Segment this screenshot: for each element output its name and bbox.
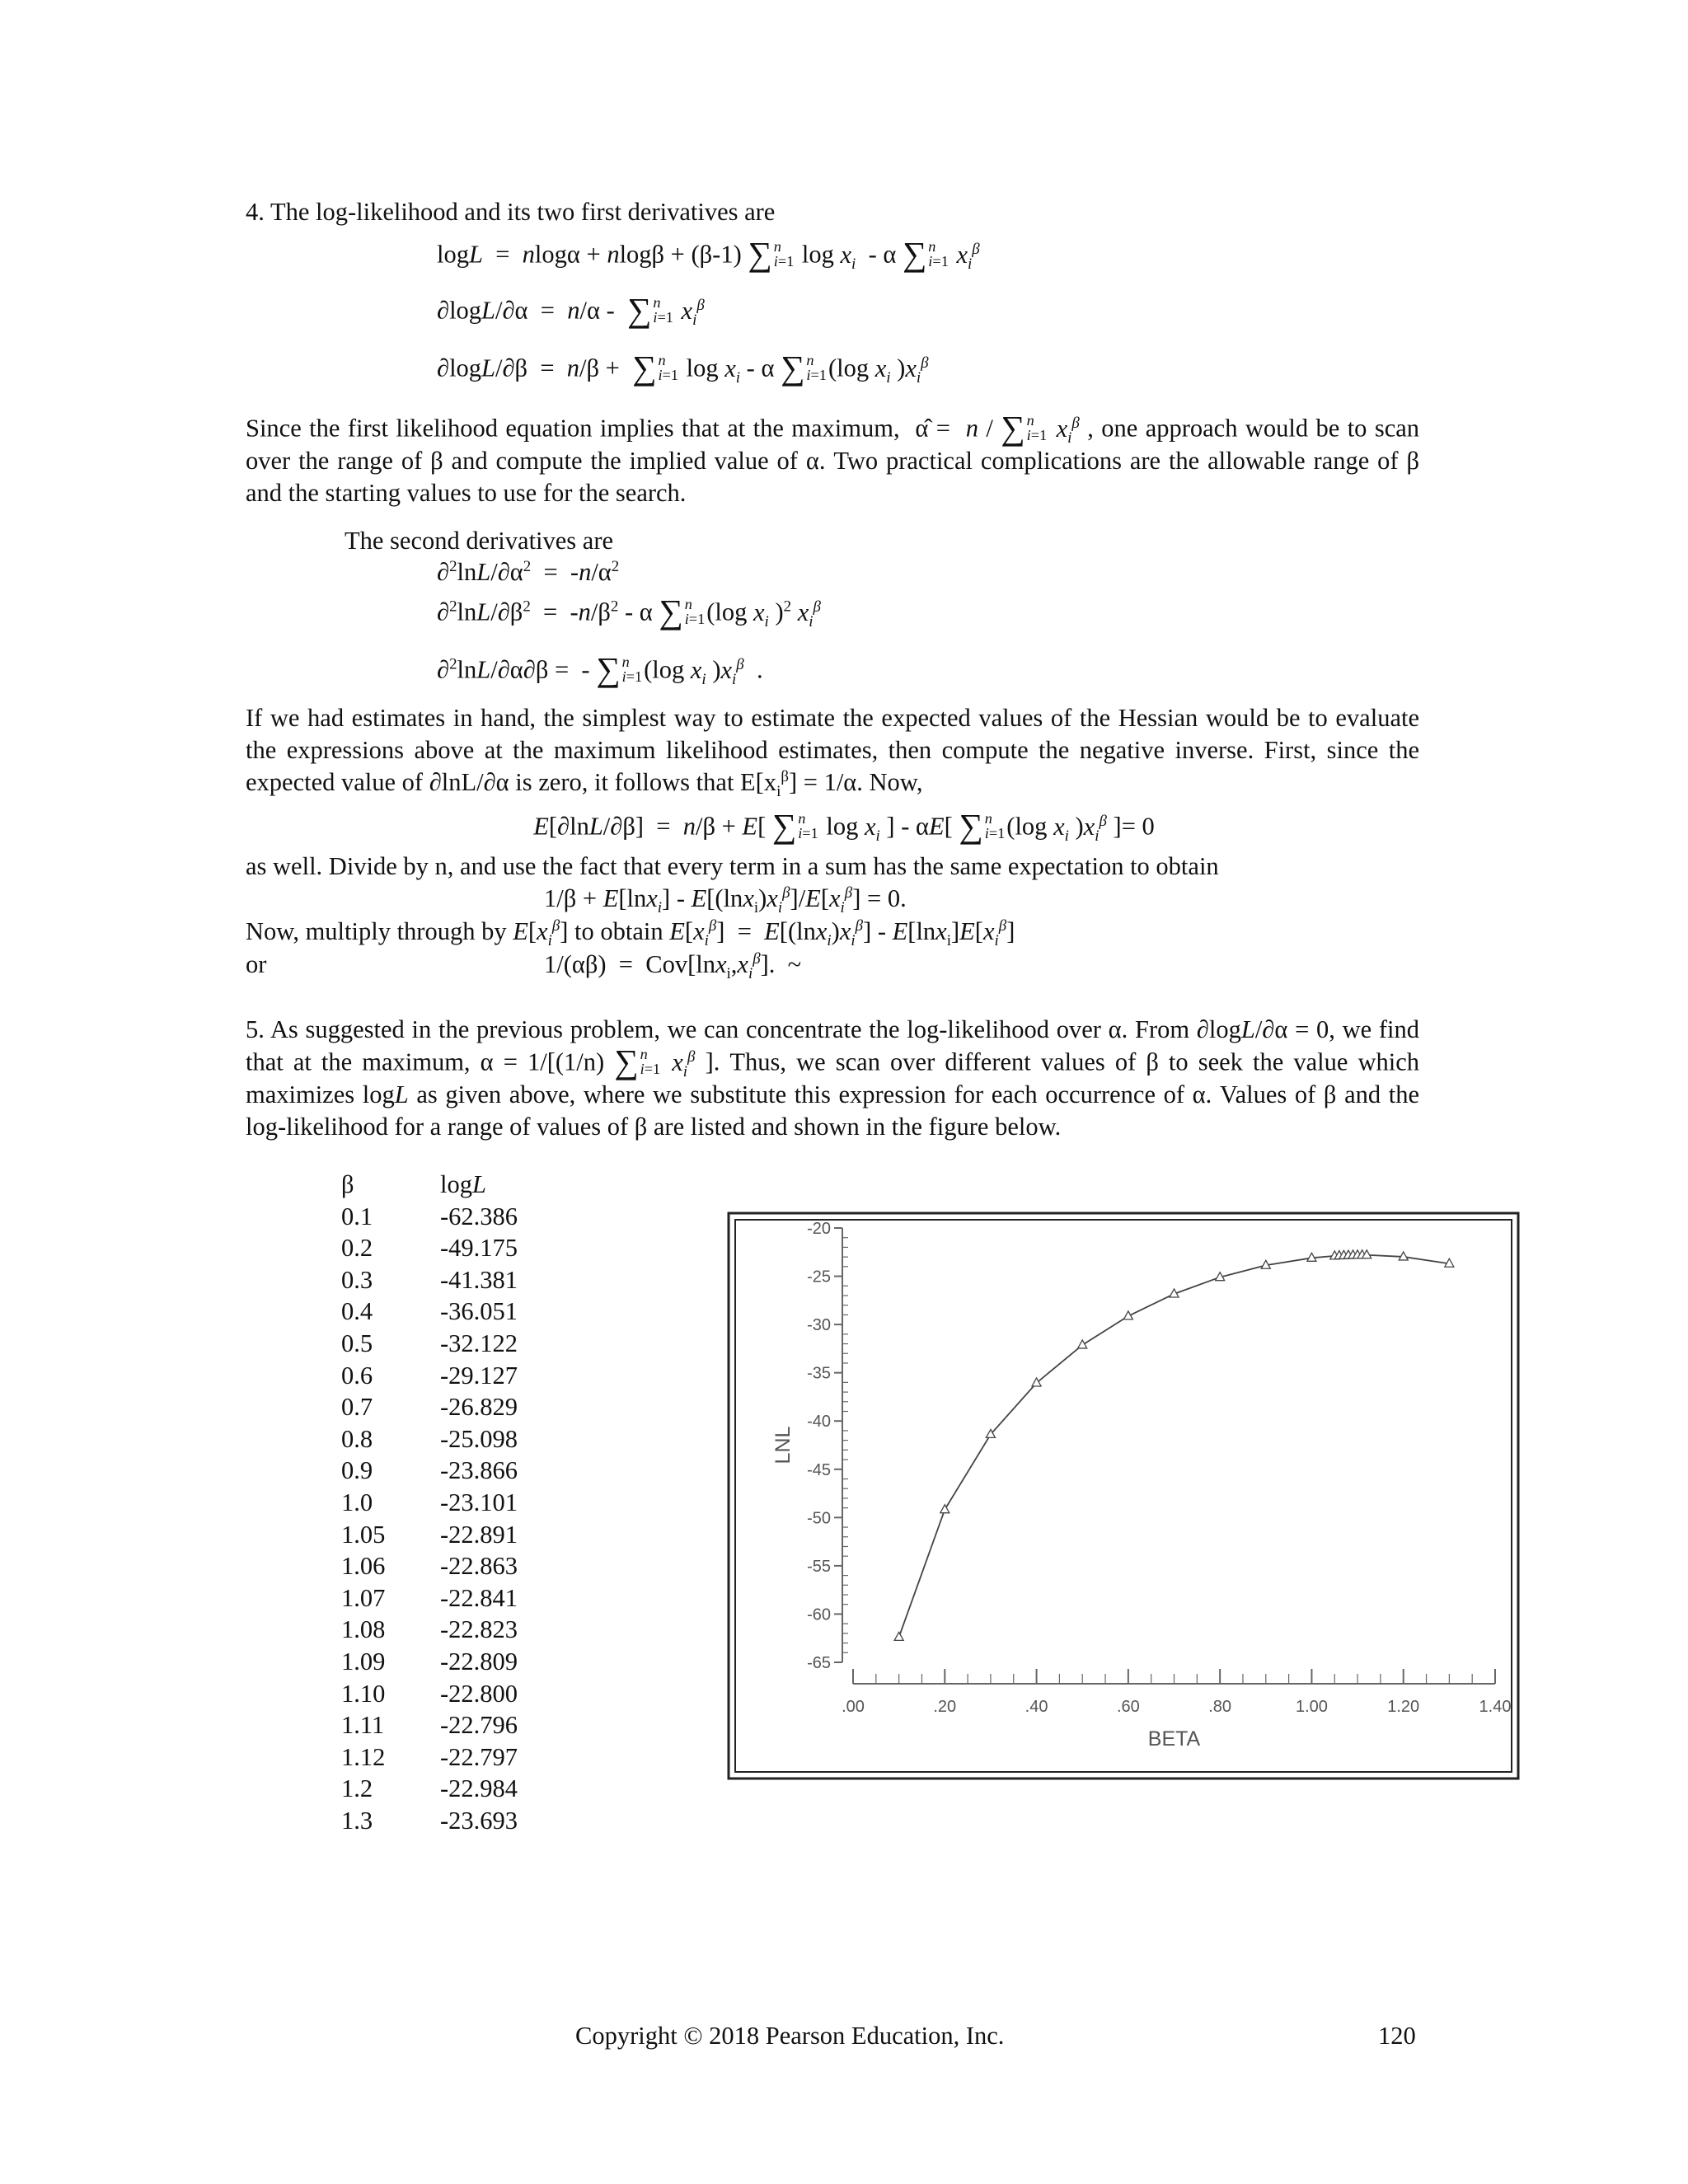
chart-svg <box>727 1212 1520 1780</box>
table-cell-logl: -22.891 <box>440 1520 518 1549</box>
chart-y-tick-label: -20 <box>807 1220 831 1238</box>
table-row <box>341 1646 572 1678</box>
table-cell-logl: -22.796 <box>440 1711 518 1740</box>
equation-multiply: Now, multiply through by $E[x_i^\beta]$ to obtain $E[x_i^\beta] = E[(\ln x_i)x_i^\beta] - E[\ln x_i]E[x_i^\beta]$ <box>246 916 1015 950</box>
table-cell-beta: 1.09 <box>341 1647 386 1675</box>
problem-4-intro: 4. The log-likelihood and its two first derivatives are <box>246 198 776 226</box>
second-derivatives-label: The second derivatives are <box>345 527 614 555</box>
chart-x-tick-label: 1.00 <box>1295 1698 1328 1716</box>
equation-divide: $1/\beta + E[\ln x_i] - E[(\ln x_i)x_i^\beta]/E[x_i^\beta] = 0$. <box>544 883 907 917</box>
table-cell-beta: 1.0 <box>341 1488 373 1516</box>
table-cell-logl: -22.823 <box>440 1615 518 1644</box>
table-cell-logl: -23.866 <box>440 1456 518 1485</box>
table-row <box>341 1328 572 1360</box>
table-row <box>341 1741 572 1774</box>
chart-data-point <box>1032 1378 1041 1386</box>
loglikelihood-chart <box>727 1212 1520 1780</box>
equation-dalpha: ∂logL/∂α = n/α - ∑ n i=1 $x_i^\beta$ <box>437 291 705 329</box>
chart-y-tick-label: -35 <box>807 1364 831 1383</box>
chart-y-tick-label: -40 <box>807 1413 831 1432</box>
table-cell-beta: 0.5 <box>341 1329 373 1357</box>
beta-loglikelihood-table <box>341 1169 572 1836</box>
table-cell-beta: 1.3 <box>341 1806 373 1835</box>
table-cell-logl: -49.175 <box>440 1234 518 1263</box>
equation-expected-dbeta: E[∂lnL/∂β] = n/β + E[ ∑ n i=1 $\log x_i$ ] - αE[ ∑ n i=1 (log $x_i$ )$x_i^\beta$ ]= 0 <box>533 807 1155 845</box>
table-cell-logl: -32.122 <box>440 1329 518 1357</box>
chart-data-point <box>894 1632 903 1640</box>
table-cell-logl: -36.051 <box>440 1297 518 1326</box>
problem-4-since: Since the first likelihood equation implies that at the maximum, α̂ = n / ∑ n i=1 $x_i^\beta$ , one approach would be to scan over the range of β and compute the implied value of α. Two practical complications are the allowable range of β and the starting values to use for the search. <box>246 409 1420 507</box>
table-cell-beta: 1.07 <box>341 1583 386 1612</box>
table-row <box>341 1614 572 1646</box>
table-cell-beta: 1.06 <box>341 1552 386 1581</box>
footer-page-number: 120 <box>1378 2022 1416 2050</box>
chart-y-tick-label: -45 <box>807 1460 831 1479</box>
chart-y-tick-label: -30 <box>807 1316 831 1335</box>
table-row <box>341 1391 572 1423</box>
or-label: or <box>246 950 267 978</box>
table-cell-logl: -22.800 <box>440 1679 518 1708</box>
table-cell-logl: -22.797 <box>440 1742 518 1771</box>
table-row <box>341 1455 572 1487</box>
footer-copyright: Copyright © 2018 Pearson Education, Inc. <box>575 2022 1005 2050</box>
table-cell-logl: -23.693 <box>440 1806 518 1835</box>
chart-data-point <box>1078 1340 1087 1348</box>
table-row <box>341 1773 572 1805</box>
table-cell-logl: -41.381 <box>440 1265 518 1294</box>
table-cell-logl: -23.101 <box>440 1488 518 1516</box>
table-cell-logl: -29.127 <box>440 1361 518 1390</box>
equation-d2alphabeta: ∂$^2$lnL/∂α∂β = - ∑ n i=1 (log $x_i$ )$x_i^\beta$ . <box>437 650 763 688</box>
table-cell-logl: -25.098 <box>440 1424 518 1453</box>
chart-x-tick-label: 1.20 <box>1387 1698 1420 1716</box>
table-cell-beta: 0.7 <box>341 1393 373 1422</box>
table-cell-beta: 0.8 <box>341 1424 373 1453</box>
chart-frame-inner <box>735 1220 1512 1772</box>
chart-x-tick-label: .20 <box>933 1698 957 1716</box>
table-cell-beta: 0.9 <box>341 1456 373 1485</box>
chart-data-point <box>940 1505 950 1513</box>
table-cell-beta: 0.2 <box>341 1234 373 1263</box>
table-cell-beta: 1.11 <box>341 1711 385 1740</box>
chart-x-axis-label: BETA <box>1147 1727 1201 1750</box>
chart-x-tick-label: .60 <box>1116 1698 1140 1716</box>
table-cell-logl: -22.809 <box>440 1647 518 1675</box>
table-row <box>341 1232 572 1264</box>
chart-x-tick-label: .00 <box>842 1698 865 1716</box>
table-row <box>341 1296 572 1328</box>
chart-series-line <box>899 1255 1450 1638</box>
chart-y-tick-label: -55 <box>807 1557 831 1576</box>
table-cell-beta: 1.08 <box>341 1615 386 1644</box>
table-cell-logl: -26.829 <box>440 1393 518 1422</box>
table-row <box>341 1805 572 1837</box>
table-cell-beta: 0.3 <box>341 1265 373 1294</box>
table-row <box>341 1487 572 1519</box>
table-cell-logl: -22.984 <box>440 1774 518 1803</box>
chart-x-tick-label: .40 <box>1025 1698 1048 1716</box>
table-row <box>341 1360 572 1392</box>
equation-covariance: $1/(\alpha\beta) = Cov[\ln x_i,x_i^\beta]$. ~ <box>544 949 802 983</box>
table-cell-beta: 1.05 <box>341 1520 386 1549</box>
equation-d2beta: $\partial^2\ln L/\partial\beta^2 = -n/\beta^2 - \alpha$ ∑ n i=1 (log $x_i$ )$^2$ $x_i^\beta$ <box>437 593 821 630</box>
chart-x-tick-label: 1.40 <box>1479 1698 1512 1716</box>
table-row <box>341 1423 572 1455</box>
equation-d2alpha: $\partial^2\ln L/\partial\alpha^2 = -n/\alpha^2$ <box>437 557 620 586</box>
problem-4-as-well: as well. Divide by n, and use the fact that every term in a sum has the same expectation to obtain <box>246 852 1219 880</box>
chart-y-axis-label: LNL <box>771 1426 795 1465</box>
chart-x-tick-label: .80 <box>1208 1698 1232 1716</box>
table-cell-logl: -22.863 <box>440 1552 518 1581</box>
table-row <box>341 1709 572 1741</box>
chart-y-tick-label: -60 <box>807 1605 831 1624</box>
table-row <box>341 1519 572 1551</box>
table-cell-beta: 0.6 <box>341 1361 373 1390</box>
table-cell-beta: 1.10 <box>341 1679 386 1708</box>
table-header-row <box>341 1169 572 1201</box>
problem-4-hessian: If we had estimates in hand, the simplest way to estimate the expected values of the Hessian would be to evaluate the expressions above at the maximum likelihood estimates, then compute the negative inverse. First, since the expected value of ∂lnL/∂α is zero, it follows that $E[x_i^\beta] = 1/\alpha$. Now, <box>246 704 1419 801</box>
table-row <box>341 1264 572 1296</box>
table-cell-beta: 0.4 <box>341 1297 373 1326</box>
table-row <box>341 1582 572 1615</box>
chart-y-tick-label: -25 <box>807 1268 831 1286</box>
table-cell-beta: 1.2 <box>341 1774 373 1803</box>
problem-5-text: 5. As suggested in the previous problem, we can concentrate the log-likelihood over α. From ∂logL/∂α = 0, we find that at the maximum, α = 1/[(1/n) ∑ n i=1 $x_i^\beta$ ]. Thus, we scan over different values of β to seek the value which maximizes logL as given above, where we substitute this expression for each occurrence of α. Values of β and the log-likelihood for a range of values of β are listed and shown in the figure below. <box>246 1015 1420 1141</box>
equation-dbeta: ∂logL/∂β = n/β + ∑ n i=1 $\log x_i$ - α ∑ n i=1 (log $x_i$ )$x_i^\beta$ <box>437 349 929 387</box>
table-row <box>341 1678 572 1710</box>
table-cell-beta: 1.12 <box>341 1742 386 1771</box>
chart-frame-outer <box>729 1213 1518 1779</box>
table-cell-beta: 0.1 <box>341 1202 373 1230</box>
equation-loglikelihood: logL = nlogα + nlogβ + (β-1) ∑ n i=1 $\log x_i$ - α ∑ n i=1 $x_i^\beta$ <box>437 235 980 273</box>
table-header-logl: logL <box>440 1170 486 1198</box>
chart-y-tick-label: -65 <box>807 1654 831 1672</box>
table-cell-logl: -22.841 <box>440 1583 518 1612</box>
table-row <box>341 1201 572 1233</box>
table-cell-logl: -62.386 <box>440 1202 518 1230</box>
table-header-beta: β <box>341 1170 354 1198</box>
table-row <box>341 1550 572 1582</box>
chart-y-tick-label: -50 <box>807 1509 831 1528</box>
